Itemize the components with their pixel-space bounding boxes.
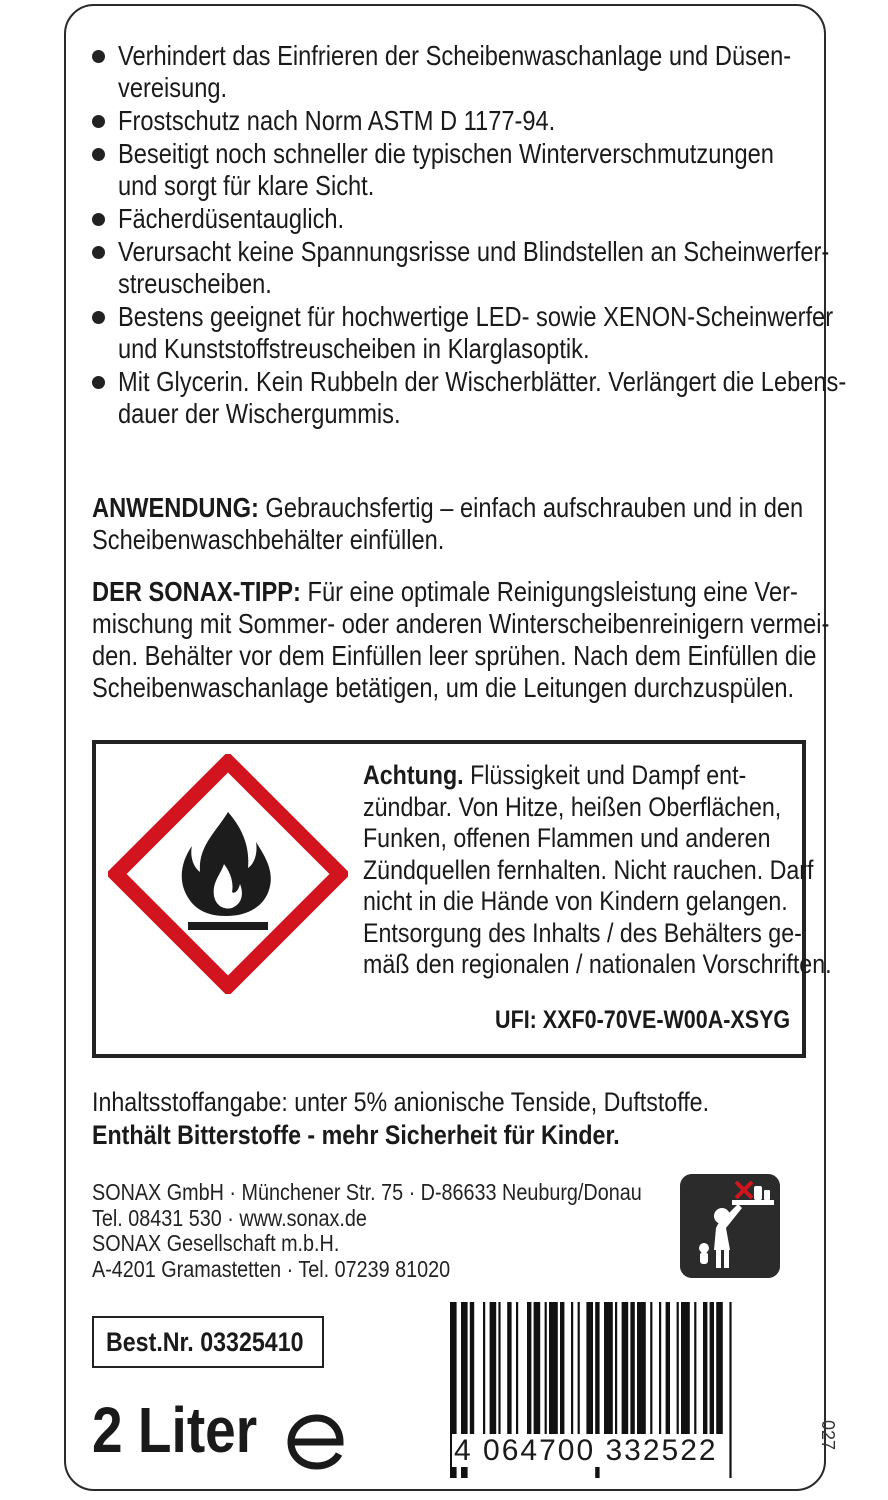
barcode-bar: [630, 1302, 634, 1434]
usage-section: [92, 492, 822, 556]
manufacturer-address: [92, 1180, 731, 1282]
hazard-line: mäß den regionalen / nationalen Vorschriften.: [363, 949, 832, 979]
barcode-bar: [703, 1302, 707, 1434]
barcode-bar: [637, 1302, 646, 1434]
barcode-bar: [545, 1302, 547, 1434]
feature-item: [90, 40, 830, 104]
tip-heading: DER SONAX-TIPP:: [92, 576, 301, 607]
feature-text: und Kunststoffstreuscheiben in Klarglasoptik.: [118, 333, 590, 364]
barcode-bar: [490, 1302, 497, 1434]
address-line: Tel. 08431 530 · www.sonax.de: [92, 1204, 367, 1231]
feature-text: Verhindert das Einfrieren der Scheibenwaschanlage und Düsen-: [118, 40, 792, 71]
bullet-icon: [92, 311, 105, 324]
barcode-bar: [470, 1302, 474, 1434]
feature-text: Fächerdüsentauglich.: [118, 203, 345, 234]
feature-text: dauer der Wischergummis.: [118, 398, 401, 429]
feature-text: Bestens geeignet für hochwertige LED- sowie XENON-Scheinwerfer: [118, 301, 834, 332]
barcode-bar: [516, 1302, 518, 1434]
tip-text: Für eine optimale Reinigungsleistung eine Ver-: [307, 576, 798, 607]
barcode-bar: [677, 1302, 679, 1434]
feature-item: [90, 366, 847, 430]
hazard-line: Flüssigkeit und Dampf ent-: [470, 760, 747, 790]
bullet-icon: [92, 115, 105, 128]
feature-text: und sorgt für klare Sicht.: [118, 170, 375, 201]
feature-item: [90, 301, 834, 365]
keep-away-from-children-icon: [680, 1174, 780, 1278]
volume-text: 2 Liter: [92, 1394, 258, 1466]
tip-text: Scheibenwaschanlage betätigen, um die Leitungen durchzuspülen.: [92, 672, 795, 703]
hazard-line: Entsorgung des Inhalts / des Behälters ge-: [363, 917, 802, 948]
order-number: [92, 1316, 324, 1368]
barcode-bar: [483, 1302, 485, 1434]
tip-section: [92, 576, 830, 704]
feature-item: [90, 138, 830, 202]
feature-item: [90, 203, 830, 235]
feature-text: Frostschutz nach Norm ASTM D 1177-94.: [118, 105, 556, 136]
feature-text: Beseitigt noch schneller die typischen Winterverschmutzungen: [118, 138, 774, 169]
feature-text: Verursacht keine Spannungsrisse und Blindstellen an Scheinwerfer-: [118, 236, 830, 267]
barcode-bar: [527, 1302, 531, 1434]
bitterant-notice: Enthält Bitterstoffe - mehr Sicherheit für Kinder.: [92, 1120, 620, 1150]
volume: [92, 1390, 284, 1470]
address-line: SONAX GmbH · Münchener Str. 75 · D-86633 Neuburg/Donau: [92, 1179, 642, 1205]
hazard-line: zündbar. Von Hitze, heißen Oberflächen,: [363, 791, 782, 822]
bullet-icon: [92, 246, 105, 259]
barcode-bar: [578, 1302, 580, 1434]
tip-text: den. Behälter vor dem Einfüllen leer sprühen. Nach dem Einfüllen die: [92, 640, 817, 671]
usage-text: Scheibenwaschbehälter einfüllen.: [92, 524, 445, 555]
barcode-bar: [586, 1302, 593, 1434]
hazard-heading: Achtung.: [363, 760, 464, 790]
feature-text: streuscheiben.: [118, 268, 272, 299]
hazard-line: Funken, offenen Flammen und anderen: [363, 823, 771, 853]
usage-text: Gebrauchsfertig – einfach aufschrauben und in den: [265, 492, 804, 523]
barcode-bar: [549, 1302, 558, 1434]
address-line: A-4201 Gramastetten · Tel. 07239 81020: [92, 1255, 451, 1282]
barcode-bar: [571, 1302, 573, 1434]
bullet-icon: [92, 213, 105, 226]
feature-text: Mit Glycerin. Kein Rubbeln der Wischerblätter. Verlängert die Lebens-: [118, 366, 847, 397]
barcode-bar: [604, 1302, 613, 1434]
barcode-bar: [498, 1302, 500, 1434]
barcode-number: [452, 1434, 802, 1468]
usage-heading: ANWENDUNG:: [92, 492, 259, 523]
bullet-icon: [92, 50, 105, 63]
barcode-bar: [694, 1302, 696, 1434]
barcode-bar: [534, 1302, 541, 1434]
bullet-icon: [92, 148, 105, 161]
barcode-bar: [681, 1302, 690, 1434]
tip-text: mischung mit Sommer- oder anderen Winterscheibenreinigern vermei-: [92, 608, 830, 639]
bullet-icon: [92, 376, 105, 389]
barcode-bar: [666, 1302, 670, 1434]
barcode-bar: [560, 1302, 564, 1434]
barcode-bar: [622, 1302, 629, 1434]
address-line: SONAX Gesellschaft m.b.H.: [92, 1230, 340, 1256]
barcode-bar: [650, 1302, 652, 1434]
feature-item: [90, 105, 830, 137]
barcode-bar: [659, 1302, 661, 1434]
print-code: 027: [818, 1420, 838, 1451]
estimated-sign-icon: [284, 1412, 348, 1470]
ingredients-section: [92, 1086, 810, 1152]
barcode-bar: [615, 1302, 617, 1434]
barcode-bar: [716, 1302, 723, 1434]
barcode-bar: [507, 1302, 511, 1434]
feature-item: [90, 236, 830, 300]
feature-text: vereisung.: [118, 72, 228, 103]
ingredients-text: Inhaltsstoffangabe: unter 5% anionische Tenside, Duftstoffe.: [92, 1087, 710, 1117]
hazard-text: [363, 760, 832, 981]
order-number-text: Best.Nr. 03325410: [106, 1327, 304, 1357]
ufi-text: UFI: XXF0-70VE-W00A-XSYG: [494, 1006, 790, 1034]
feature-list: [90, 40, 847, 431]
flame-icon: [108, 754, 348, 994]
hazard-warning-box: [92, 740, 832, 1058]
hazard-line: nicht in die Hände von Kindern gelangen.: [363, 886, 788, 916]
ufi-code: [447, 1006, 790, 1035]
hazard-line: Zündquellen fernhalten. Nicht rauchen. Darf: [363, 854, 814, 885]
barcode-number-text: 4 064700 332522: [454, 1434, 718, 1467]
barcode-bar: [710, 1302, 714, 1434]
